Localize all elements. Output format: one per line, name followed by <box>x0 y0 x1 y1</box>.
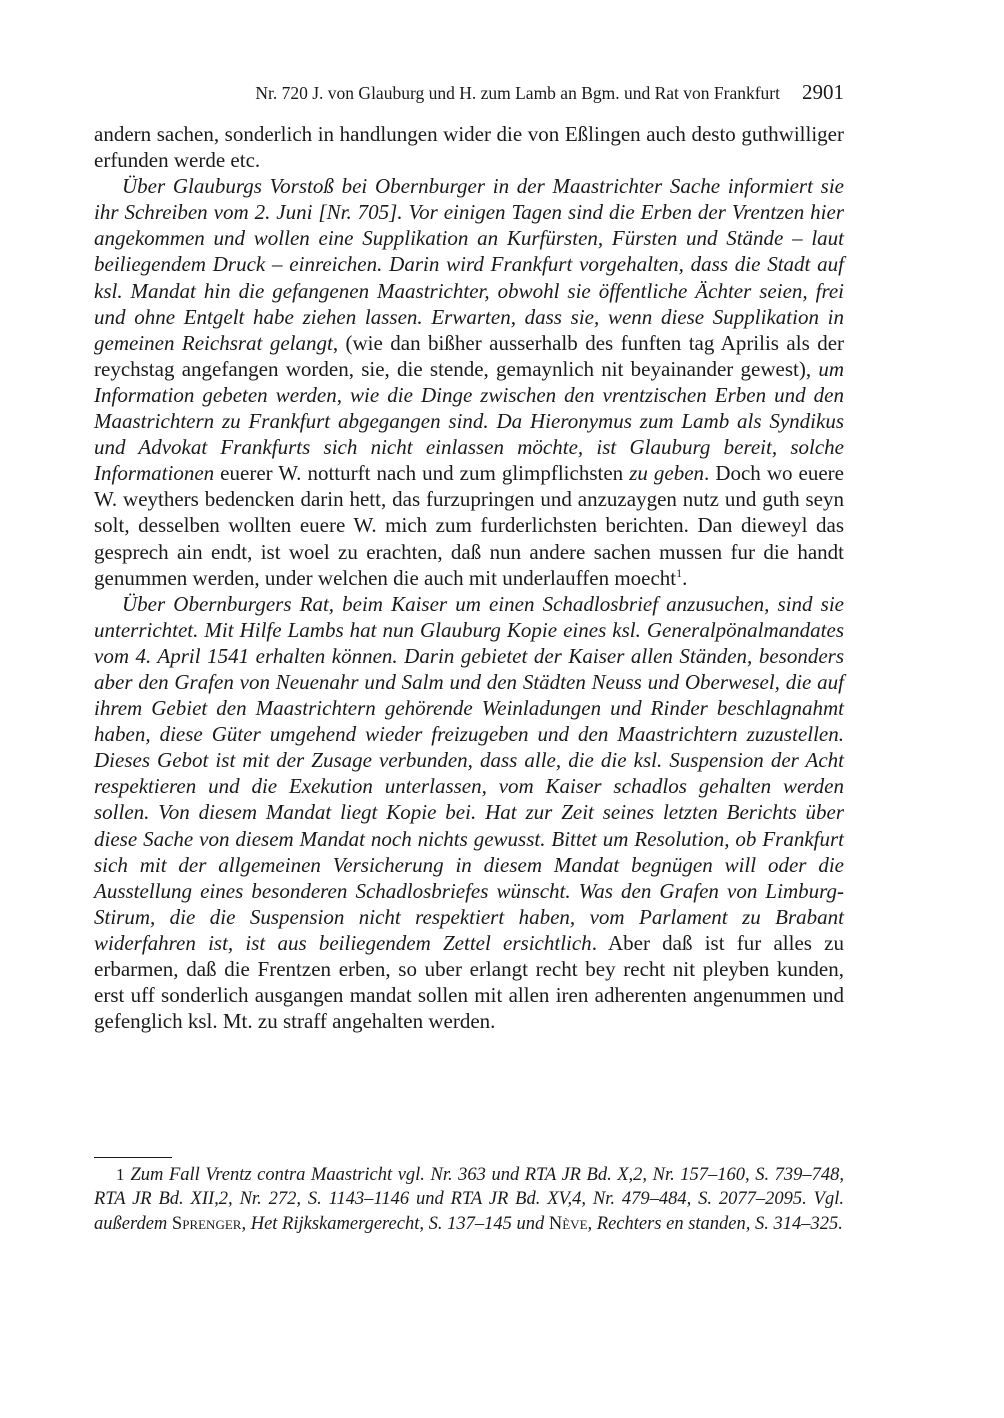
paragraph-2-regest-1: Über Glauburgs Vorstoß bei Obernburger in der Maastrichter Sache informiert sie ihr Schreiben vom 2. Juni [Nr. 705]. Vor einigen Tagen sind die Erben der Vrentzen hier angekommen und wollen eine Supplikation an Kurfürsten, Fürsten und Stände – laut beiliegendem Druck – einreichen. Darin wird Frankfurt vorgehalten, dass die Stadt auf ksl. Mandat hin die gefangenen Maastrichter, obwohl sie öffentliche Ächter seien, frei und ohne Entgelt habe ziehen lassen. Erwarten, dass sie, wenn diese Supplikation in gemeinen Reichsrat gelangt <box>94 174 844 355</box>
footnote-text-1: Zum Fall Vrentz contra Maastricht vgl. Nr. 363 und RTA JR Bd. X,2, Nr. 157–160, S. 739–748, RTA JR Bd. XII,2, Nr. 272, S. 1143–1146 und RTA JR Bd. XV,4, Nr. 479–484, S. 2077–2095. Vgl. außerdem <box>94 1165 844 1234</box>
footnote-number: 1 <box>116 1165 125 1184</box>
paragraph-2-end: . <box>682 565 688 590</box>
paragraph-2 <box>94 173 844 591</box>
header-title: Nr. 720 J. von Glauburg und H. zum Lamb an Bgm. und Rat von Frankfurt <box>255 83 780 103</box>
paragraph-2-quote-2: euerer W. notturft nach und zum glimpflichsten <box>214 461 630 486</box>
footnote-divider <box>94 1157 172 1158</box>
paragraph-1 <box>94 121 844 173</box>
paragraph-3-regest: Über Obernburgers Rat, beim Kaiser um einen Schadlosbrief anzusuchen, sind sie unterrichtet. Mit Hilfe Lambs hat nun Glauburg Kopie eines ksl. Generalpönalmandates vom 4. April 1541 erhalten können. Darin gebietet der Kaiser allen Ständen, besonders aber den Grafen von Neuenahr und Salm und den Städten Neuss und Oberwesel, die auf ihrem Gebiet den Maastrichtern gehörende Weinladungen und Rinder beschlagnahmt haben, diese Güter umgehend wieder freizugeben und den Maastrichtern zuzustellen. Dieses Gebot ist mit der Zusage verbunden, dass alle, die die ksl. Suspension der Acht respektieren und die Exekution unterlassen, vom Kaiser schadlos gehalten werden sollen. Von diesem Mandat liegt Kopie bei. Hat zur Zeit seines letzten Berichts über diese Sache von diesem Mandat noch nichts gewusst. Bittet um Resolution, ob Frankfurt sich mit der allgemeinen Versicherung in diesem Mandat begnügen will oder die Ausstellung eines besonderen Schadlosbriefes wünscht. Was den Grafen von Limburg-Stirum, die die Suspension nicht respektiert haben, vom Parlament zu Brabant widerfahren ist, ist aus beiliegendem Zettel ersichtlich <box>94 591 844 955</box>
footnote-reference[interactable]: 1 <box>676 565 683 580</box>
paragraph-2-quote-3: . Doch wo euere W. weythers bedencken darin hett, das furzupringen und anzuzaygen nutz und guth seyn solt, desselben wollten euere W. mich zum furderlichsten berichten. Dan dieweyl das gesprech ain endt, ist woel zu erachten, daß nun andere sachen mussen fur die handt genummen werden, under welchen die auch mit underlauffen moecht <box>94 461 844 590</box>
footnote-text-3: , Rechters en standen, S. 314–325. <box>587 1213 843 1234</box>
running-header <box>94 80 844 110</box>
page-number: 2901 <box>802 80 844 104</box>
paragraph-2-quote-1: , (wie dan bißher ausserhalb des funften tag Aprilis als der reychstag angefangen worden, sie, die stende, gemaynlich nit beyainander gewest), <box>94 330 845 381</box>
footnote-author-neve: Nève <box>548 1213 588 1234</box>
main-text <box>94 121 844 1034</box>
footnote-1 <box>94 1163 844 1236</box>
footnote-text-2: , Het Rijkskamergerecht, S. 137–145 und <box>241 1213 549 1234</box>
paragraph-3 <box>94 591 844 1035</box>
paragraph-2-regest-2: um Information gebeten werden, wie die Dinge zwischen den vrentzischen Erben und den Maastrichtern zu Frankfurt abgegangen sind. Da Hieronymus zum Lamb als Syndikus und Advokat Frankfurts sich nicht einlassen möchte, ist Glauburg bereit, solche Informationen <box>94 356 844 486</box>
paragraph-2-regest-3: zu geben <box>629 461 705 486</box>
footnote-author-sprenger: Sprenger <box>171 1213 242 1234</box>
paragraph-3-quote: . Aber daß ist fur alles zu erbarmen, daß die Frentzen erben, so uber erlangt recht bey recht nit pleyben kunden, erst uff sonderlich ausgangen mandat sollen mit allen iren adherenten angenummen und gefenglich ksl. Mt. zu straff angehalten werden. <box>94 930 844 1034</box>
paragraph-1-text: andern sachen, sonderlich in handlungen wider die von Eßlingen auch desto guthwilliger erfunden werde etc. <box>94 122 844 173</box>
